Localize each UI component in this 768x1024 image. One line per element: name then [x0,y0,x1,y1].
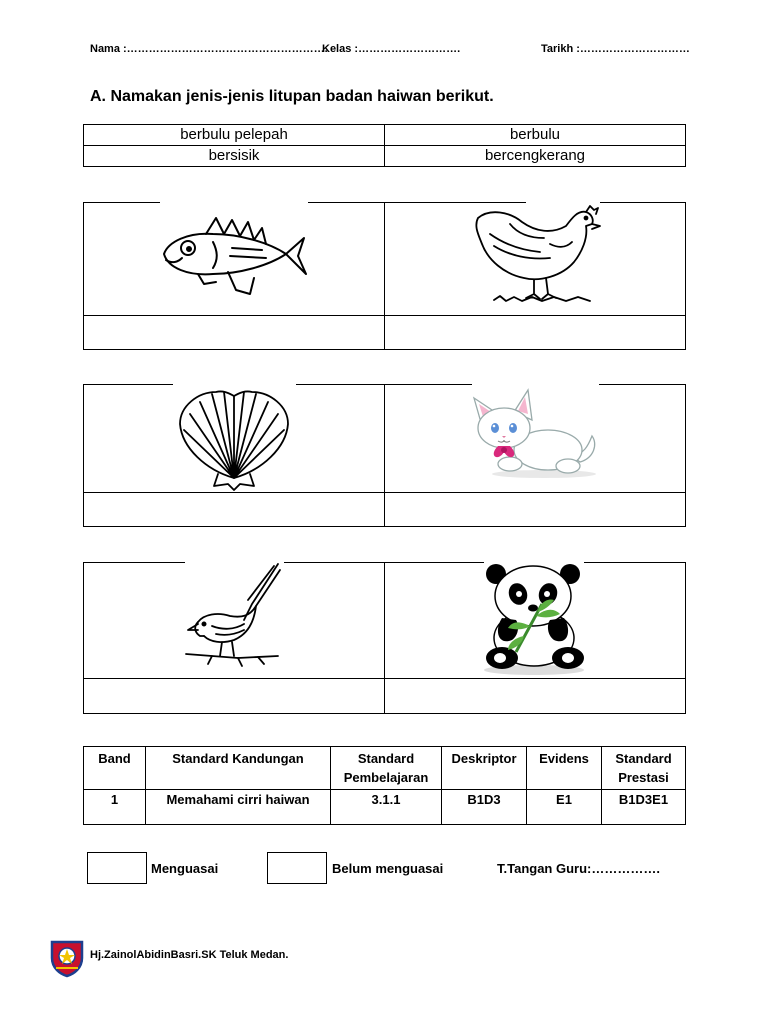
options-table [83,124,686,167]
option-cell: bersisik [84,146,385,167]
answer-box[interactable] [84,316,384,349]
option-cell: berbulu pelepah [84,125,385,146]
class-field[interactable]: Kelas :………………………. [322,43,461,55]
footer-credit: Hj.ZainolAbidinBasri.SK Teluk Medan. [90,949,289,961]
kitten-icon [468,384,600,480]
answer-box[interactable] [385,316,685,349]
hen-icon [470,204,602,304]
date-field[interactable]: Tarikh :………………………… [541,43,690,55]
school-crest-icon [48,938,86,978]
cell-standard-prestasi: B1D3E1 [602,790,686,825]
teacher-signature-field[interactable]: T.Tangan Guru:……………. [497,861,660,876]
belum-menguasai-checkbox[interactable] [267,852,327,884]
band-table [83,746,686,825]
header-standard-pembelajaran: Standard Pembelajaran [331,747,442,790]
option-cell: berbulu [385,125,686,146]
seashell-icon [176,386,292,492]
cell-deskriptor: B1D3 [442,790,527,825]
table-row [84,790,686,825]
bird-icon [182,560,284,670]
cell-evidens: E1 [527,790,602,825]
section-title: A. Namakan jenis-jenis litupan badan haiwan berikut. [90,88,494,105]
cell-standard-pembelajaran: 3.1.1 [331,790,442,825]
header-band: Band [84,747,146,790]
option-cell: bercengkerang [385,146,686,167]
menguasai-label: Menguasai [151,861,219,876]
header-standard-prestasi: Standard Prestasi [602,747,686,790]
menguasai-checkbox[interactable] [87,852,147,884]
cell-band: 1 [84,790,146,825]
header-deskriptor: Deskriptor [442,747,527,790]
table-header-row [84,747,686,790]
answer-box[interactable] [385,679,685,713]
header-evidens: Evidens [527,747,602,790]
cell-standard-kandungan: Memahami cirri haiwan [146,790,331,825]
answer-box[interactable] [385,493,685,526]
belum-menguasai-label: Belum menguasai [332,861,444,876]
answer-box[interactable] [84,679,384,713]
panda-icon [482,560,586,678]
header-standard-kandungan: Standard Kandungan [146,747,331,790]
name-field[interactable]: Nama :………………………………………………. [90,43,328,55]
fish-icon [158,212,310,304]
answer-box[interactable] [84,493,384,526]
